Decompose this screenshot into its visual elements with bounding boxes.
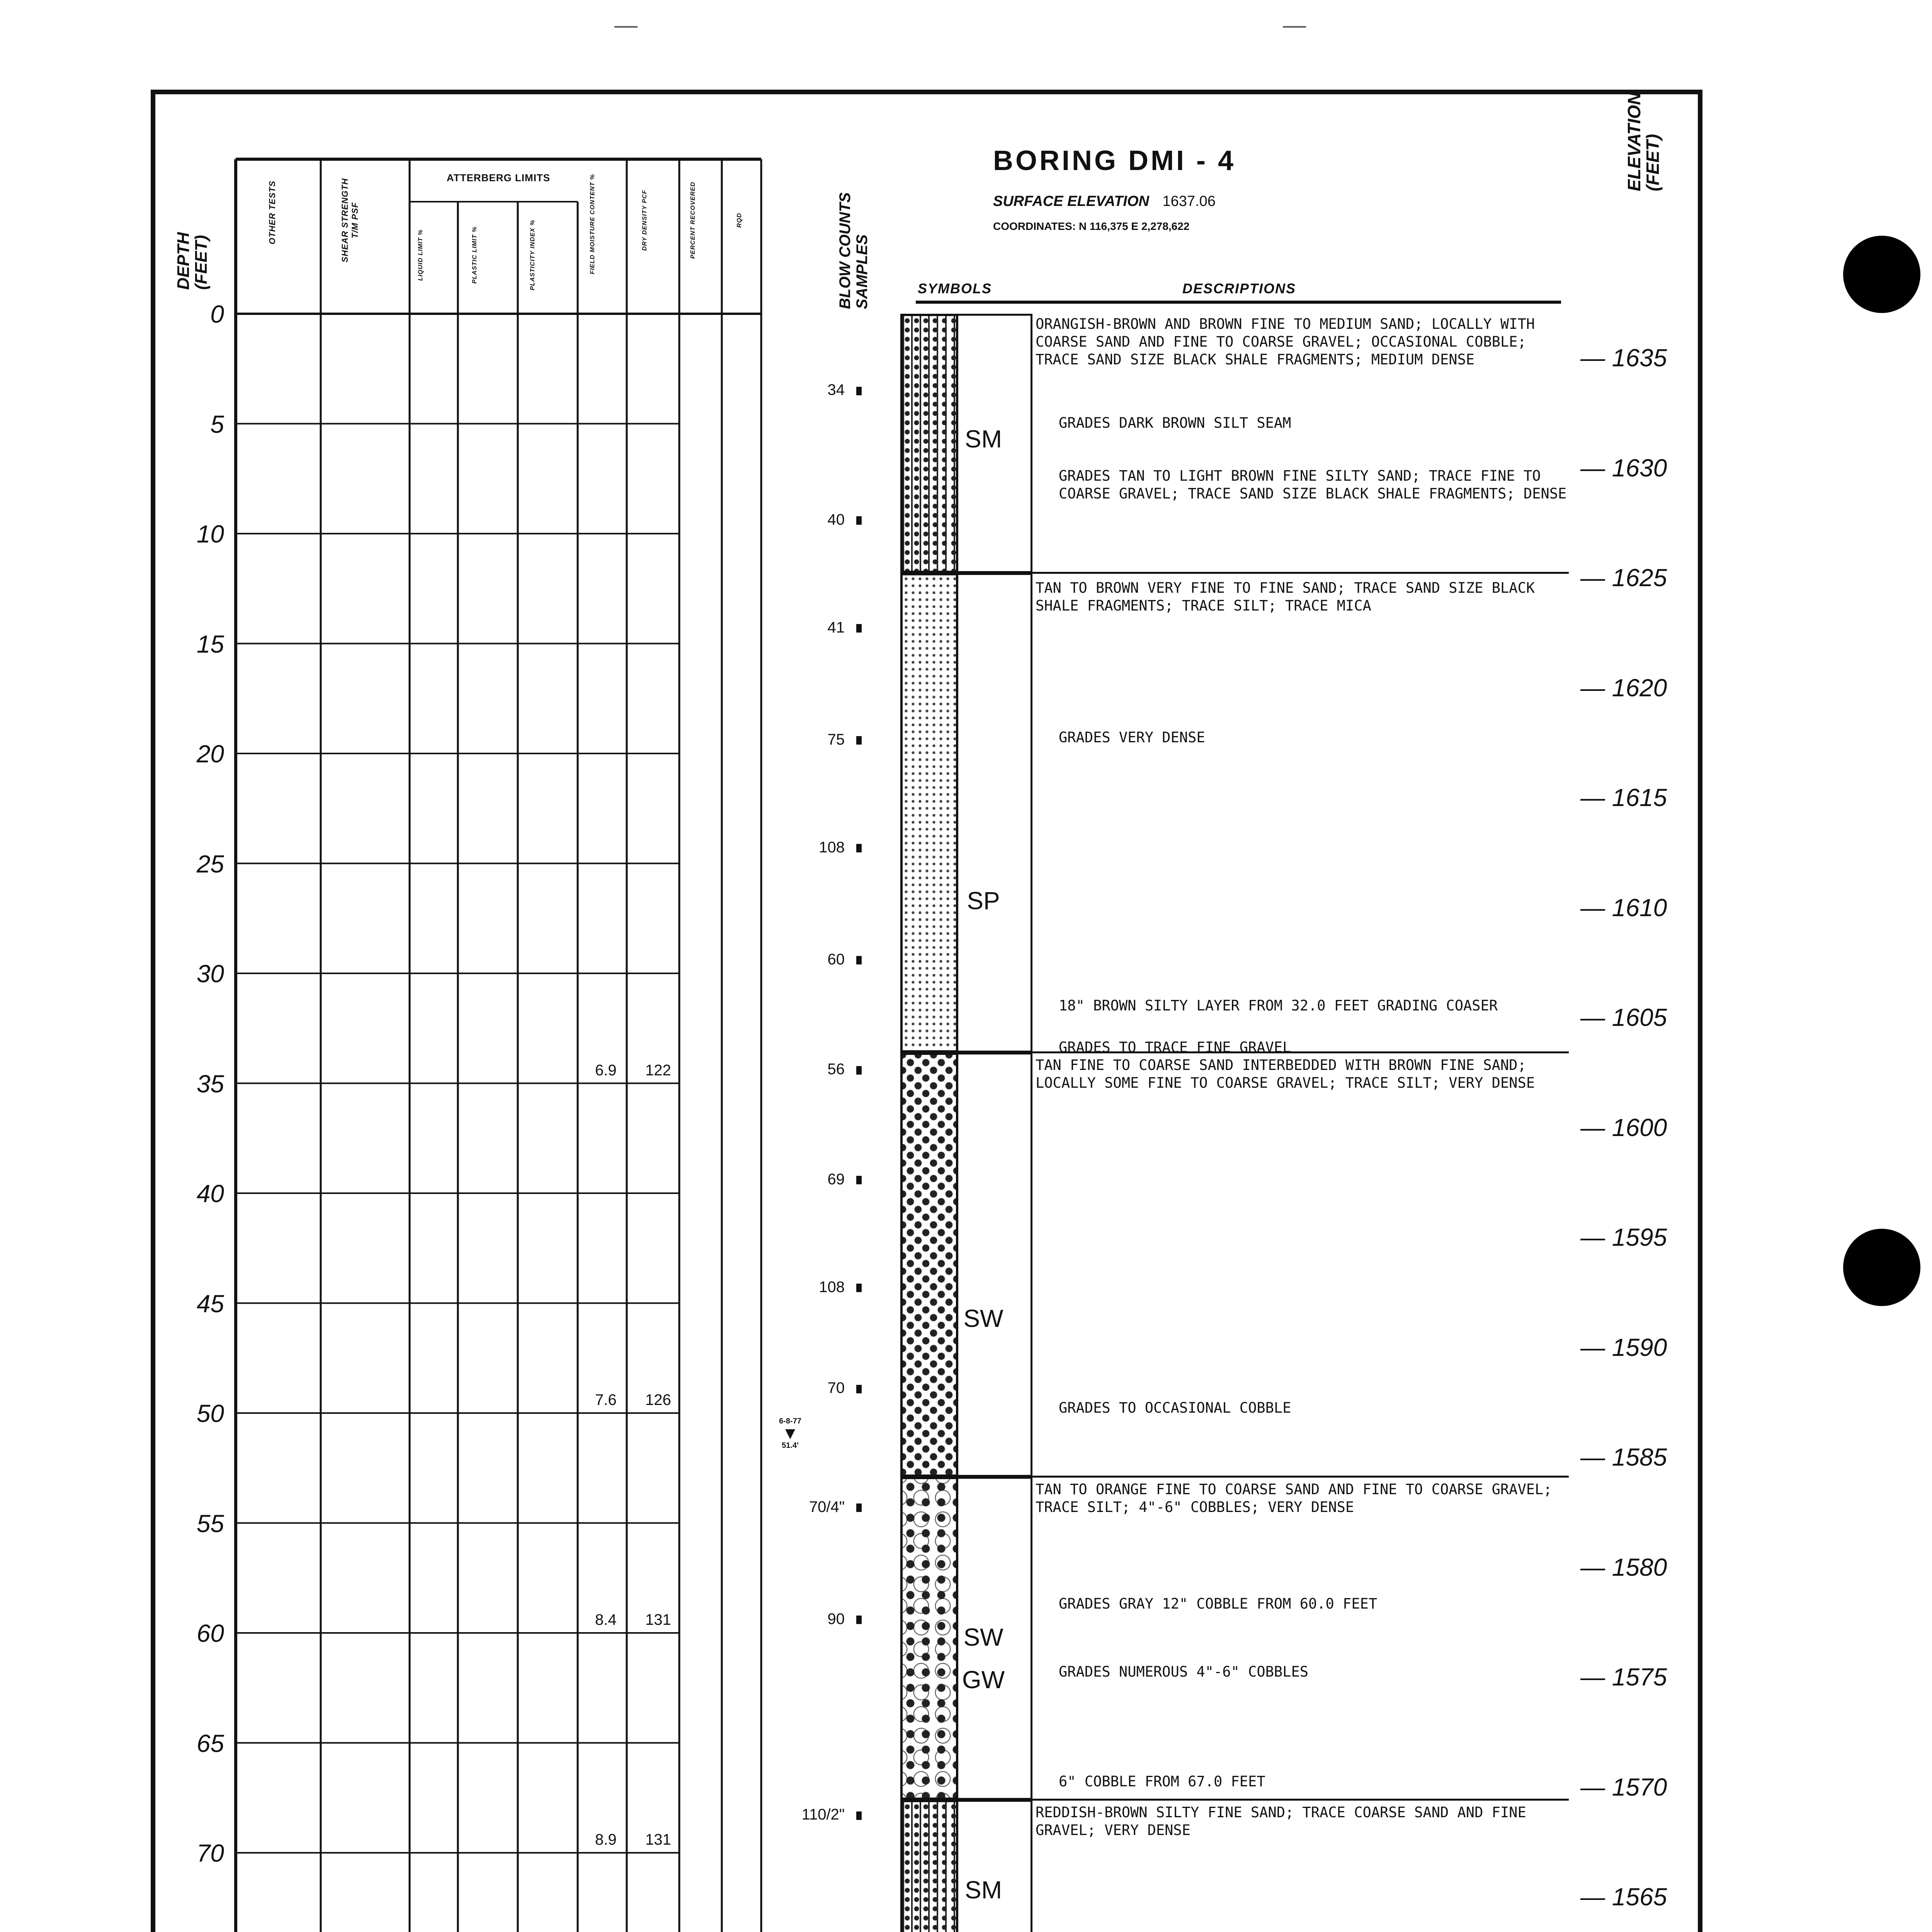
stratum-description: TAN TO BROWN VERY FINE TO FINE SAND; TRACE SAND SIZE BLACK SHALE FRAGMENTS; TRACE SILT; TRACE MICA [1036,579,1535,614]
depth-axis-label: DEPTH (FEET) [174,232,211,290]
depth-tick-label: 45 [196,1289,224,1318]
depth-tick-label: 30 [196,960,224,988]
header-percent-recovered: PERCENT RECOVERED [690,182,696,259]
sample-marker [856,1284,862,1292]
stratum-pattern [900,1477,958,1800]
blow-count [769,619,862,636]
binder-hole-top [1843,236,1920,313]
depth-tick-label: 55 [196,1509,224,1537]
sample-marker [856,1503,862,1512]
stratum-boundary [989,1476,1569,1478]
blow-count [769,951,862,968]
uscs-cell [956,1800,1032,1932]
header-plasticity-index: PLASTICITY INDEX % [529,219,536,291]
uscs-symbol: SM [965,425,1002,453]
header-plastic-limit: PLASTIC LIMIT % [471,226,478,284]
stratum-pattern [900,314,958,573]
blow-count-value: 34 [827,381,845,399]
sample-marker [856,1176,862,1184]
header-atterberg-limits: ATTERBERG LIMITS [446,172,551,184]
stratum-description: GRADES GRAY 12" COBBLE FROM 60.0 FEET [1059,1595,1378,1612]
blow-count [769,1171,862,1188]
blow-count-value: 60 [827,951,845,968]
top-mark-left: — [614,12,638,38]
sample-marker [856,956,862,964]
sample-marker [856,387,862,395]
surface-elevation-value: 1637.06 [1162,193,1216,209]
depth-tick-label: 60 [196,1619,224,1647]
stratum-description: GRADES NUMEROUS 4"-6" COBBLES [1059,1663,1309,1680]
stratum-pattern [900,1800,958,1932]
elevation-tick-label: — 1590 [1580,1333,1667,1361]
moisture-value: 7.6 [595,1391,617,1408]
stratum-description: GRADES VERY DENSE [1059,729,1205,746]
stratum-boundary [989,1799,1569,1801]
blow-count-value: 108 [819,1278,845,1296]
header-other-tests: OTHER TESTS [267,180,277,245]
stratum-boundary [989,572,1569,574]
depth-tick-label: 10 [196,520,224,548]
uscs-cell [956,1053,1032,1477]
stratum-description: TAN TO ORANGE FINE TO COARSE SAND AND FINE TO COARSE GRAVEL; TRACE SILT; 4"-6" COBBLES; VERY DENSE [1036,1481,1552,1515]
stratum-pattern [900,1053,958,1477]
elevation-tick-label: — 1615 [1580,784,1667,812]
header-underline [916,301,1561,304]
blow-count-value: 110/2" [801,1806,845,1823]
elevation-tick-label: — 1635 [1580,344,1667,372]
stratum-description: ORANGISH-BROWN AND BROWN FINE TO MEDIUM SAND; LOCALLY WITH COARSE SAND AND FINE TO COARSE GRAVEL; OCCASIONAL COBBLE; TRACE SAND SIZE BLACK SHALE FRAGMENTS; MEDIUM DENSE [1036,316,1535,368]
header-elevation: ELEVATION (FEET) [1624,92,1663,191]
uscs-symbol: SW [963,1304,1003,1332]
sample-marker [856,624,862,633]
blow-count-value: 69 [827,1170,845,1188]
header-moisture-content: FIELD MOISTURE CONTENT % [589,174,596,274]
water-level-marker [769,1417,811,1450]
water-table-icon: ▼ [782,1423,799,1443]
blow-count-value: 108 [819,838,845,856]
elevation-tick-label: — 1605 [1580,1003,1667,1032]
moisture-value: 8.9 [595,1831,617,1848]
stratum-description: 18" BROWN SILTY LAYER FROM 32.0 FEET GRADING COASER [1059,997,1498,1014]
top-mark-right: — [1283,12,1306,38]
dry-density-value: 131 [645,1611,671,1628]
sample-marker [856,1811,862,1820]
elevation-tick-label: — 1580 [1580,1553,1667,1581]
depth-tick-label: 50 [196,1400,224,1427]
blow-count [769,1498,862,1516]
header-symbols: SYMBOLS [918,281,992,296]
blow-count-value: 56 [827,1061,845,1078]
sample-marker [856,516,862,525]
blow-count [769,731,862,748]
stratum-pattern [900,573,958,1052]
blow-count-value: 70/4" [809,1498,845,1515]
uscs-cell [956,573,1032,1052]
depth-tick-label: 15 [196,630,224,658]
elevation-tick-label: — 1620 [1580,673,1667,702]
depth-tick-label: 5 [210,410,224,438]
lab-table-grid [236,159,769,1932]
blow-count-value: 40 [827,511,845,528]
sample-marker [856,844,862,852]
uscs-symbol: SP [967,886,1000,915]
stratum-description: TAN FINE TO COARSE SAND INTERBEDDED WITH BROWN FINE SAND; LOCALLY SOME FINE TO COARSE GRAVEL; TRACE SILT; VERY DENSE [1036,1056,1535,1091]
sample-marker [856,736,862,745]
blow-count [769,511,862,529]
blow-count-value: 41 [827,619,845,636]
stratum-description: GRADES TO TRACE FINE GRAVEL [1059,1039,1291,1056]
elevation-tick-label: — 1565 [1580,1883,1667,1911]
header-dry-density: DRY DENSITY PCF [641,189,648,251]
header-liquid-limit: LIQUID LIMIT % [417,229,424,281]
blow-count [769,381,862,399]
elevation-tick-label: — 1625 [1580,564,1667,592]
dry-density-value: 131 [645,1831,671,1848]
header-blow-counts: BLOW COUNTS SAMPLES [837,192,871,309]
stratum-description: GRADES TO OCCASIONAL COBBLE [1059,1400,1291,1417]
stratum-description: REDDISH-BROWN SILTY FINE SAND; TRACE COARSE SAND AND FINE GRAVEL; VERY DENSE [1036,1804,1526,1839]
water-level-depth: 51.4' [782,1441,799,1450]
sample-marker [856,1616,862,1624]
moisture-value: 8.4 [595,1611,617,1628]
stratum-description: GRADES DARK BROWN SILT SEAM [1059,415,1291,432]
depth-tick-label: 25 [196,850,224,878]
elevation-tick-label: — 1570 [1580,1773,1667,1801]
depth-tick-label: 40 [196,1180,224,1208]
header-shear-strength: SHEAR STRENGTH T/M PSF [340,178,360,263]
depth-tick-label: 20 [196,740,224,768]
uscs-symbol: SW GW [962,1623,1005,1694]
depth-tick-label: 70 [196,1839,224,1867]
water-level-date: 6-8-77 [779,1417,801,1425]
surface-elevation-label: SURFACE ELEVATION [993,193,1149,209]
depth-tick-label: 0 [210,300,224,328]
dry-density-value: 122 [645,1061,671,1079]
blow-count-value: 90 [827,1610,845,1628]
blow-count-value: 75 [827,731,845,748]
elevation-tick-label: — 1610 [1580,893,1667,922]
surface-elevation [993,193,1216,210]
lab-data-table [236,159,769,1932]
blow-count [769,839,862,856]
header-descriptions: DESCRIPTIONS [1182,281,1296,296]
moisture-value: 6.9 [595,1061,617,1079]
depth-tick-label: 65 [196,1729,224,1757]
elevation-tick-label: — 1585 [1580,1443,1667,1471]
elevation-tick-label: — 1595 [1580,1223,1667,1252]
blow-count-value: 70 [827,1379,845,1397]
binder-hole-middle [1843,1229,1920,1306]
elevation-tick-label: — 1600 [1580,1113,1667,1141]
blow-count [769,1279,862,1296]
coordinates: COORDINATES: N 116,375 E 2,278,622 [993,220,1190,232]
blow-count [769,1061,862,1078]
elevation-tick-label: — 1575 [1580,1663,1667,1691]
sample-marker [856,1385,862,1393]
blow-count [769,1806,862,1823]
header-rqd: RQD [736,213,743,228]
blow-count [769,1611,862,1628]
blow-count [769,1379,862,1397]
uscs-symbol: SM [965,1876,1002,1904]
dry-density-value: 126 [645,1391,671,1408]
stratum-description: 6" COBBLE FROM 67.0 FEET [1059,1773,1265,1790]
depth-tick-label: 35 [196,1070,224,1098]
stratum-description: GRADES TAN TO LIGHT BROWN FINE SILTY SAND; TRACE FINE TO COARSE GRAVEL; TRACE SAND SIZE BLACK SHALE FRAGMENTS; DENSE [1059,467,1567,502]
sample-marker [856,1066,862,1075]
boring-title: BORING DMI - 4 [993,145,1236,176]
elevation-tick-label: — 1630 [1580,454,1667,482]
